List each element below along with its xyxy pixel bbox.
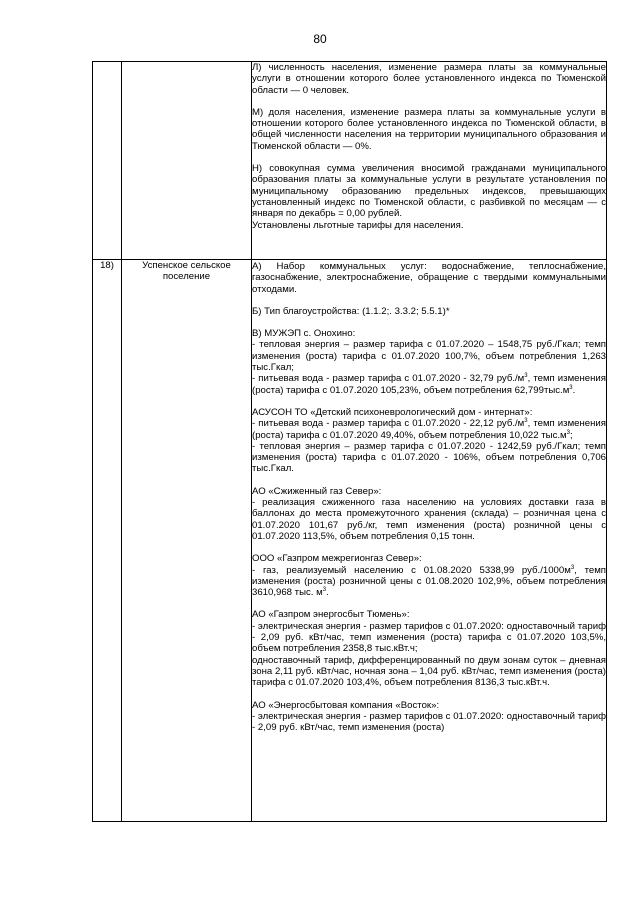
paragraph: М) доля населения, изменение размера платы за коммунальные услуги в отношении которого более установленного индекса по Тюменской области, в общей численности населения на территории муниципального образования и Тюменской области — 0%. xyxy=(252,106,606,152)
paragraph: - реализация сжиженного газа населению на условиях доставки газа в баллонах до места промежуточного хранения (склада) – розничная цена с 01.07.2020 101,67 руб./кг, темп изменения (роста) розничной цены с 01.07.2020 113,5%, объем потребления 0,15 тонн. xyxy=(252,497,606,542)
paragraph-gap xyxy=(252,96,606,107)
paragraph: АО «Энергосбытовая компания «Восток»: xyxy=(252,699,440,711)
document-table xyxy=(92,61,607,822)
paragraph-gap xyxy=(252,152,606,163)
municipality-name xyxy=(122,62,252,260)
paragraph: - питьевая вода - размер тарифа с 01.07.2020 - 32,79 $руб./м^3$, темп изменения (роста) тарифа с 01.07.2020 105,23%, объем потребления $62,799тыс.м^3$. xyxy=(252,373,606,396)
paragraph: - тепловая энергия – размер тарифа с 01.07.2020 - 1242,59 руб./Гкал; темп изменения (роста) тарифа с 01.07.2020 - 106%, объем потребления 0,706 тыс.Гкал. xyxy=(252,440,606,475)
row-content xyxy=(252,62,607,260)
paragraph-gap xyxy=(252,542,606,553)
paragraph: - электрическая энергия - размер тарифов с 01.07.2020: одноставочный тариф - 2,09 руб. кВт/час, темп изменения (роста) xyxy=(252,710,606,734)
paragraph: - электрическая энергия - размер тарифов с 01.07.2020: одноставочный тариф - 2,09 руб. кВт/час, темп изменения (роста) тарифа с 01.07.2020 103,5%, объем потребления 2358,8 тыс.кВт.ч; xyxy=(252,620,606,655)
paragraph-gap xyxy=(252,689,606,700)
municipality-name: Успенское сельское поселение xyxy=(122,260,252,822)
row-content xyxy=(252,260,607,822)
paragraph-gap xyxy=(252,598,606,609)
paragraph: В) МУЖЭП с. Онохино: xyxy=(252,328,356,340)
paragraph: Установлены льготные тарифы для населения. xyxy=(252,219,464,231)
paragraph: А) Набор коммунальных услуг: водоснабжение, теплоснабжение, газоснабжение, электроснабжение, обращение с твердыми коммунальными отходами. xyxy=(252,261,606,295)
paragraph: Н) совокупная сумма увеличения вносимой гражданами муниципального образования платы за коммунальные услуги в результате установления по муниципальному образованию предельных индексов, превышающих установленный индекс по Тюменской области, с разбивкой по месяцам — с января по декабрь = 0,00 рублей. xyxy=(252,163,606,220)
paragraph-gap xyxy=(252,396,606,407)
table-row xyxy=(93,62,607,260)
paragraph: ООО «Газпром межрегионгаз Север»: xyxy=(252,553,422,565)
table-row xyxy=(93,260,607,822)
paragraph: Л) численность населения, изменение размера платы за коммунальные услуги в отношении которого более установленного индекса по Тюменской области — 0 человек. xyxy=(252,62,606,96)
paragraph: АО «Сжиженный газ Север»: xyxy=(252,485,382,497)
row-number: 18) xyxy=(93,260,122,822)
paragraph: АО «Газпром энергосбыт Тюмень»: xyxy=(252,609,410,621)
paragraph: Б) Тип благоустройства: (1.1.2;. 3.3.2; 5.5.1)* xyxy=(252,305,450,317)
paragraph: - газ, реализуемый населению с 01.08.2020 5338,99 $руб./1000м^3$, темп изменения (роста) розничной цены с 01.08.2020 102,9%, объем потребления 3610,968 тыс. $м^3$. xyxy=(252,564,607,599)
paragraph-gap xyxy=(252,295,606,306)
paragraph: одноставочный тариф, дифференцированный по двум зонам суток – дневная зона 2,11 руб. кВт/час, ночная зона – 1,04 руб. кВт/час, темп изменения (роста) тарифа с 01.07.2020 103,4%, объем потребления 8136,3 тыс.кВт.ч. xyxy=(252,654,606,689)
row-number xyxy=(93,62,122,260)
paragraph-gap xyxy=(252,317,606,328)
page-number: 80 xyxy=(313,32,327,46)
paragraph: АСУСОН ТО «Детский психоневрологический дом - интернат»: xyxy=(252,406,533,418)
paragraph: - тепловая энергия – размер тарифа с 01.07.2020 – 1548,75 руб./Гкал; темп изменения (роста) тарифа с 01.07.2020 100,7%, объем потребления 1,263 тыс.Гкал; xyxy=(252,339,606,374)
paragraph-gap xyxy=(252,475,606,486)
paragraph: - питьевая вода - размер тарифа с 01.07.2020 - 22,12 $руб./м^3$, темп изменения (роста) тарифа с 01.07.2020 49,40%, объем потребления 10,022 $тыс.м^3$; xyxy=(252,418,606,441)
